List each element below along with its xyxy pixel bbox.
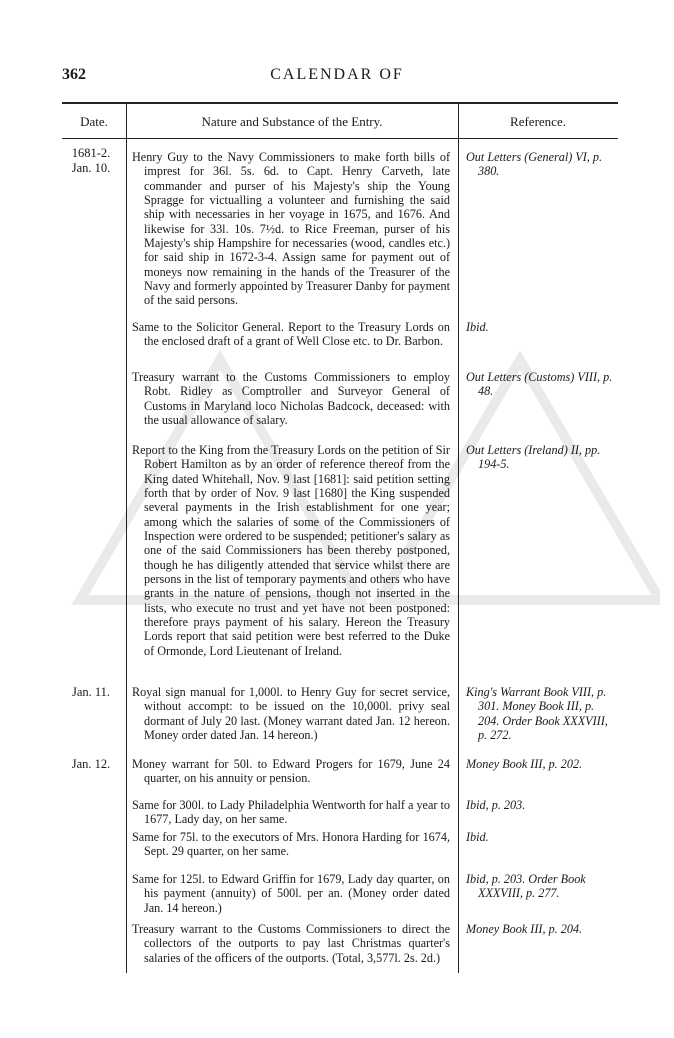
table-top-rule <box>62 102 618 104</box>
table-header-rule <box>62 138 618 139</box>
column-header-nature: Nature and Substance of the Entry. <box>201 114 383 129</box>
date-cell: 1681-2. Jan. 10. <box>71 146 111 176</box>
entry-text: Same for 125l. to Edward Griffin for 1679, Lady day quarter, on his payment (annuity) of 500l. per an. (Money order dated Jan. 14 hereon.) <box>132 872 450 915</box>
reference-text: King's Warrant Book VIII, p. 301. Money Book III, p. 204. Order Book XXXVIII, p. 272. <box>466 685 608 743</box>
entry-text: Money warrant for 50l. to Edward Progers for 1679, June 24 quarter, on his annuity or pension. <box>132 757 450 786</box>
running-title: CALENDAR OF <box>270 66 404 83</box>
entry-text: Same to the Solicitor General. Report to the Treasury Lords on the enclosed draft of a grant of Well Close etc. to Dr. Barbon. <box>132 320 450 349</box>
column-header-date: Date. <box>80 114 108 129</box>
reference-text: Money Book III, p. 204. <box>466 922 583 936</box>
reference-text: Out Letters (Customs) VIII, p. 48. <box>466 370 613 399</box>
reference-text: Ibid, p. 203. <box>466 798 526 812</box>
entry-text: Treasury warrant to the Customs Commissioners to direct the collectors of the outports to pay last Christmas quarter's salaries of the officers of the outports. (Total, 3,577l. 2s. 2d.) <box>132 922 450 965</box>
date-cell: Jan. 12. <box>71 757 111 771</box>
reference-text: Out Letters (General) VI, p. 380. <box>466 150 603 179</box>
entry-text: Report to the King from the Treasury Lords on the petition of Sir Robert Hamilton as by an order of reference thereof from the King dated Whitehall, Nov. 9 last [1681]: said petition setting forth that by order of Nov. 9 last [1680] the King suspended several payments in the Irish establishment for one year; among which the salaries of some of the Commissioners of Inspection were ordered to be suspended; petitioner's salary as one of the said Commissioners has been thereby postponed, though he has diligently attended that service whilst there are persons in the list of temporary payments and others who have grants in the nature of pensions, though not inserted in the lists, who execute no trust and yet have not been postponed: therefore prays payment of his salary. Hereon the Treasury Lords report that said petition were best referred to the Duke of Ormonde, Lord Lieutenant of Ireland. <box>132 443 450 658</box>
entry-text: Henry Guy to the Navy Commissioners to make forth bills of imprest for 36l. 5s. 6d. to Capt. Henry Carveth, late commander and purser of his Majesty's ship the Young Spragge for victualling a volunteer and furnishing the said ship with necessaries in her voyage in 1675, and 1676. And likewise for 33l. 10s. 7½d. to Rice Freeman, purser of his Majesty's ship Hampshire for necessaries (wood, candles etc.) for said ship in 1672-3-4. Assign same for payment out of moneys now remaining in the hands of the Treasurer of the Navy and formerly appointed by Treasurer Danby for payment of the said persons. <box>132 150 450 308</box>
column-divider-date <box>126 103 127 973</box>
reference-text: Ibid. <box>466 830 489 844</box>
entry-text: Treasury warrant to the Customs Commissioners to employ Robt. Ridley as Comptroller and Surveyor General of Customs in Maryland loco Nicholas Badcock, deceased: with the usual allowance of salary. <box>132 370 450 428</box>
reference-text: Ibid, p. 203. Order Book XXXVIII, p. 277. <box>466 872 586 901</box>
reference-text: Money Book III, p. 202. <box>466 757 583 771</box>
column-divider-reference <box>458 103 459 973</box>
date-cell: Jan. 11. <box>71 685 111 699</box>
column-header-reference: Reference. <box>510 114 566 129</box>
reference-text: Out Letters (Ireland) II, pp. 194-5. <box>466 443 601 472</box>
page-number: 362 <box>62 66 86 83</box>
entry-text: Royal sign manual for 1,000l. to Henry Guy for secret service, without accompt: to be issued on the 10,000l. privy seal dormant of July 20 last. (Money warrant dated Jan. 12 hereon. Money order dated Jan. 14 hereon.) <box>132 685 450 743</box>
entry-text: Same for 75l. to the executors of Mrs. Honora Harding for 1674, Sept. 29 quarter, on her same. <box>132 830 450 859</box>
entry-text: Same for 300l. to Lady Philadelphia Wentworth for half a year to 1677, Lady day, on her same. <box>132 798 450 827</box>
reference-text: Ibid. <box>466 320 489 334</box>
